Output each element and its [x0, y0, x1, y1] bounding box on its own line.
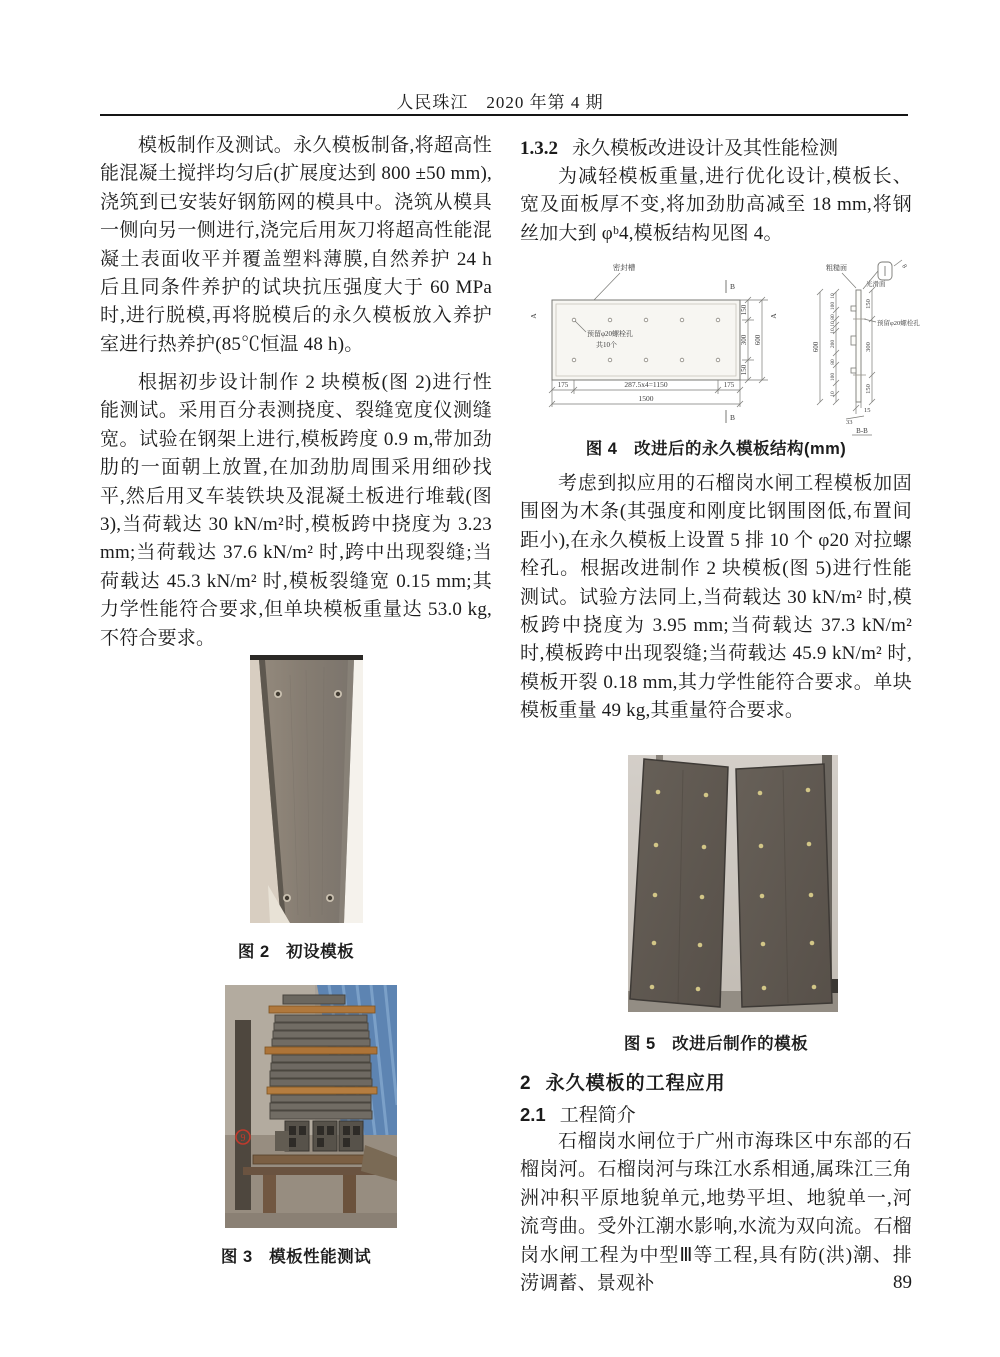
- page-number: 89: [893, 1272, 912, 1293]
- section-title-21: 工程简介: [559, 1105, 636, 1126]
- fig4-sec-rdim-2: 150: [865, 384, 872, 394]
- fig4-sec-ldim-4: 10: [830, 328, 836, 334]
- fig4-label-bolt-count: 共10个: [596, 341, 617, 349]
- fig4-sec-ldim-8: 10: [830, 391, 836, 397]
- figure2-caption-title: 初设模板: [286, 943, 355, 961]
- fig4-sec-title: B-B: [856, 427, 868, 435]
- section-heading-2: [520, 1068, 912, 1095]
- fig4-mark-a-left: A: [529, 313, 538, 319]
- fig4-dim-8: 8: [900, 263, 908, 270]
- right-paragraph-optimization: 为减轻模板重量,进行优化设计,模板长、宽及面板厚不变,将加劲肋高减至 18 mm,将钢丝加大到 φᵇ4,模板结构见图 4。: [520, 166, 912, 244]
- fig4-sec-ldim-3: 10: [830, 321, 836, 327]
- section-number-2: 2: [520, 1073, 532, 1094]
- figure4-caption-label: 图 4: [585, 440, 618, 458]
- fig4-sec-label-bolt-hole: 预留φ20螺栓孔: [877, 320, 920, 327]
- fig4-dim-1500: 1500: [638, 394, 654, 403]
- right-paragraph-project-intro: 石榴岗水闸位于广州市海珠区中东部的石榴岗河。石榴岗河与珠江水系相通,属珠江三角洲冲积平原地貌单元,地势平坦、地貌单一,河流弯曲。受外江潮水影响,水流为双向流。石榴岗水闸工程为中型Ⅲ等工程,具有防(洪)潮、排涝调蓄、景观补: [520, 1131, 912, 1295]
- fig4-label-rough: 粗糙面: [826, 264, 847, 272]
- section-title-2: 永久模板的工程应用: [545, 1073, 726, 1094]
- figure5-photo: [628, 755, 838, 1012]
- section-title-132: 永久模板改进设计及其性能检测: [572, 138, 839, 159]
- fig4-dim-150-bottom: 150: [740, 364, 748, 376]
- figure4-caption: [520, 435, 912, 459]
- fig4-sec-rdim-0: 150: [865, 299, 872, 309]
- section-heading-21: [520, 1100, 912, 1127]
- right-paragraph-improved-test: 考虑到拟应用的石榴岗水闸工程模板加固围囹为木条(其强度和刚度比钢围囹低,布置间距小),在永久模板上设置 5 排 10 个 φ20 对拉螺栓孔。根据改进制作 2 块模板(图 5)进行性能测试。试验方法同上,当荷载达 30 kN/m² 时,模板跨中挠度为 3.95 mm;当荷载达 37.3 kN/m² 时,模板跨中出现裂缝;当荷载达 45.9 kN/m² 时,模板开裂 0.18 mm,其力学性能符合要求。单块模板重量 49 kg,其重量符合要求。: [520, 473, 912, 722]
- fig4-sec-ldim-2: 80: [830, 314, 836, 320]
- fig4-sec-rdim-1: 300: [865, 342, 872, 352]
- fig4-label-bolt-hole: 预留φ20螺栓孔: [587, 330, 634, 338]
- fig4-mark-b-top: B: [730, 282, 736, 291]
- section-number-21: 2.1: [520, 1104, 546, 1125]
- journal-header: 人民珠江 2020 年第 4 期: [396, 93, 604, 112]
- fig4-sec-dim-33: 33: [846, 419, 853, 426]
- figure4-drawing-art: [520, 256, 920, 438]
- fig4-sec-ldim-1: 100: [830, 301, 836, 311]
- figure3-photo-art: [225, 985, 397, 1228]
- figure3-badge: 9: [240, 1133, 246, 1144]
- left-paragraph-initial-test: 根据初步设计制作 2 块模板(图 2)进行性能测试。采用百分表测挠度、裂缝宽度仪测缝宽。试验在钢架上进行,模板跨度 0.9 m,带加劲肋的一面朝上放置,在加劲肋周围采用细砂找平,然后用叉车装铁块及混凝土板进行堆载(图 3),当荷载达 30 kN/m²时,模板跨中挠度为 3.23 mm;当荷载达 37.6 kN/m² 时,跨中出现裂缝;当荷载达 45.3 kN/m² 时,模板裂缝宽 0.15 mm;其力学性能符合要求,但单块模板重量达 53.0 kg,不符合要求。: [100, 372, 492, 649]
- figure3-caption: [100, 1243, 492, 1267]
- fig4-sec-ldim-7: 100: [830, 372, 836, 382]
- fig4-dim-mid: 287.5x4=1150: [624, 380, 668, 389]
- fig4-dim-175-right: 175: [723, 381, 735, 389]
- fig4-sec-ldim-0: 10: [830, 293, 836, 299]
- figure5-caption-label: 图 5: [623, 1035, 656, 1053]
- figure2-caption-label: 图 2: [237, 943, 270, 961]
- fig4-sec-ldim-5: 200: [830, 339, 836, 349]
- figure4-caption-title: 改进后的永久模板结构(mm): [633, 440, 847, 458]
- fig4-label-smooth: 光滑面: [866, 281, 886, 288]
- figure2-photo-art: [250, 655, 363, 923]
- figure4-drawing: [520, 256, 920, 438]
- figure3-caption-title: 模板性能测试: [269, 1248, 372, 1266]
- figure3-photo: [225, 985, 397, 1228]
- figure2-caption: [100, 938, 492, 962]
- fig4-label-seal-groove: 密封槽: [612, 263, 636, 272]
- figure2-photo: [250, 655, 363, 923]
- fig4-dim-175-left: 175: [557, 381, 569, 389]
- figure5-photo-art: [628, 755, 838, 1012]
- fig4-sec-ldim-6: 80: [830, 359, 836, 365]
- figure5-caption: [520, 1030, 912, 1054]
- section-heading-132: [520, 133, 912, 160]
- fig4-dim-600: 600: [754, 334, 762, 346]
- figure3-caption-label: 图 3: [220, 1248, 253, 1266]
- section-number-132: 1.3.2: [520, 138, 558, 159]
- left-paragraph-formwork-making: 模板制作及测试。永久模板制备,将超高性能混凝土搅拌均匀后(扩展度达到 800 ±50 mm),浇筑到已安装好钢筋网的模具中。浇筑从模具一侧向另一侧进行,浇完后用灰刀将超高性能混凝土表面收平并覆盖塑料薄膜,自然养护 24 h 后且同条件养护的试块抗压强度大于 60 MPa 时,进行脱模,再将脱模后的永久模板放入养护室进行热养护(85℃恒温 48 h)。: [100, 135, 492, 355]
- fig4-dim-150-top: 150: [740, 304, 748, 316]
- fig4-sec-dim-15: 15: [864, 407, 871, 414]
- fig4-mark-a-right: A: [769, 313, 778, 319]
- fig4-dim-300: 300: [740, 334, 748, 346]
- header-rule: [100, 114, 908, 116]
- fig4-mark-b-bottom: B: [730, 413, 736, 422]
- figure5-caption-title: 改进后制作的模板: [672, 1035, 809, 1053]
- fig4-sec-dim-600: 600: [812, 341, 820, 353]
